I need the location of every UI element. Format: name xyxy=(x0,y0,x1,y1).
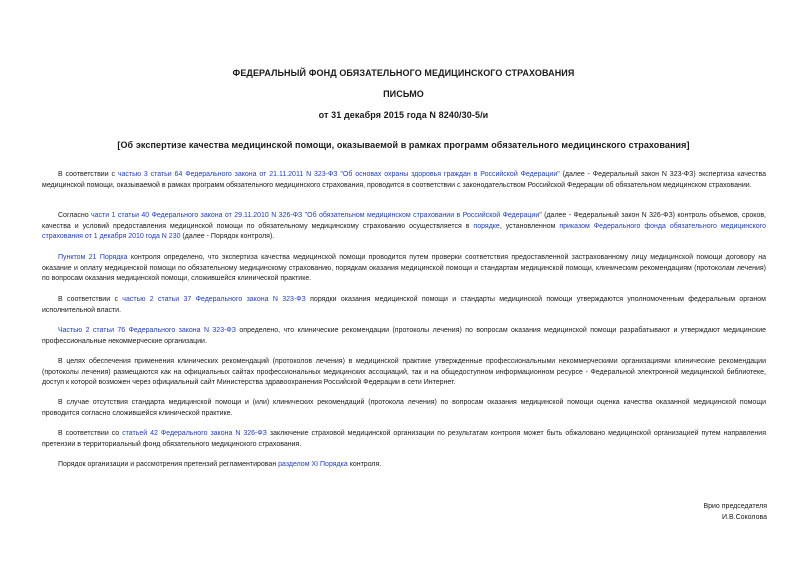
order-link[interactable]: порядке xyxy=(473,222,500,230)
order-link[interactable]: приказом Федерального фонда обязательного медицинского страхования от 1 декабря 2010 года N 230 xyxy=(42,222,766,240)
law-link[interactable]: частью 2 статьи 37 Федерального закона N 323-ФЗ xyxy=(122,296,306,303)
text: (далее - Федеральный закон N 326-ФЗ) контроль объемов, сроков, качества и условий предоставления медицинской помощи по обязательному медицинскому страхованию осуществляется в xyxy=(42,212,766,230)
text: В соответствии с xyxy=(58,296,123,303)
paragraph-6 xyxy=(42,357,766,389)
org-title: ФЕДЕРАЛЬНЫЙ ФОНД ОБЯЗАТЕЛЬНОГО МЕДИЦИНСКОГО СТРАХОВАНИЯ xyxy=(232,68,575,78)
signatory-position: Врио председателя xyxy=(703,503,767,510)
text: контроля определено, что экспертиза качества медицинской помощи проводится путем проверки соответствия предоставленной застрахованному лицу медицинской помощи договору на оказание и оплату медицинской помощи по обязательному медицинскому страхованию, порядкам оказания медицинской помощи и стандартам медицинской помощи, клиническим рекомендациям (протоколам лечения) по вопросам оказания медицинской помощи, сложившейся клинической практике. xyxy=(42,254,766,282)
paragraph-1 xyxy=(42,170,766,191)
paragraph-5 xyxy=(42,326,766,347)
text: В случае отсутствия стандарта медицинской помощи и (или) клинических рекомендаций (протокола лечения) по вопросам оказания медицинской помощи оценка качества оказанной медицинской помощи проводится согласно сложившейся клинической практике. xyxy=(42,399,766,417)
paragraph-3 xyxy=(42,253,766,285)
signature-block xyxy=(703,502,767,523)
law-link[interactable]: статьей 42 Федерального закона N 326-ФЗ xyxy=(122,430,267,437)
law-link[interactable]: части 1 статьи 40 Федерального закона от 29.11.2010 N 326-ФЗ "Об обязательном медицинском страховании в Российской Федерации" xyxy=(91,212,542,219)
paragraph-8 xyxy=(42,429,766,450)
law-link[interactable]: частью 3 статьи 64 Федерального закона от 21.11.2011 N 323-ФЗ "Об основах охраны здоровья граждан в Российской Федерации" xyxy=(117,171,560,178)
text: В соответствии с xyxy=(58,171,118,178)
text: определено, что клинические рекомендации (протоколы лечения) по вопросам оказания медицинской помощи разрабатывают и утверждают медицинские профессиональные некоммерческие организации. xyxy=(42,327,767,345)
text: (далее - Порядок контроля). xyxy=(180,233,275,240)
paragraph-9 xyxy=(42,460,766,471)
text: заключение страховой медицинской организации по результатам контроля может быть обжаловано медицинской организацией путем направления претензии в территориальный фонд обязательного медицинского страхования. xyxy=(42,430,766,448)
law-link[interactable]: Частью 2 статьи 76 Федерального закона N 323-ФЗ xyxy=(58,327,236,334)
paragraph-7 xyxy=(42,398,766,419)
text: , установленном xyxy=(499,222,560,230)
text: Согласно xyxy=(58,212,91,219)
text: Порядок организации и рассмотрения претензий регламентирован xyxy=(58,461,279,468)
doc-type: ПИСЬМО xyxy=(383,89,424,99)
signatory-name: И.В.Соколова xyxy=(721,513,767,521)
section-link[interactable]: разделом XI Порядка xyxy=(278,461,348,468)
text: порядки оказания медицинской помощи и стандарты медицинской помощи утверждаются уполномоченным федеральным органом исполнительной власти. xyxy=(42,296,766,314)
paragraph-4 xyxy=(42,295,766,316)
text: контроля. xyxy=(347,461,382,468)
clause-link[interactable]: Пунктом 21 Порядка xyxy=(58,254,128,261)
text: В соответствии со xyxy=(58,430,123,437)
doc-date-number: от 31 декабря 2015 года N 8240/30-5/и xyxy=(318,110,489,120)
paragraph-2 xyxy=(42,211,766,243)
doc-subject: [Об экспертизе качества медицинской помощи, оказываемой в рамках программ обязательного медицинского страхования] xyxy=(117,140,690,150)
text: В целях обеспечения применения клинических рекомендаций (протоколов лечения) в медицинской практике утвержденные профессиональными некоммерческими организациями клинические рекомендации (протоколы лечения) размещаются как на официальных сайтах профессиональных медицинских ассоциаций, так и на общедоступном информационном ресурсе - Федеральной электронной медицинской библиотеке, доступ к которой возможен через официальный сайт Министерства здравоохранения Российской Федерации в сети Интернет. xyxy=(42,358,766,386)
text: (далее - Федеральный закон N 323-ФЗ) экспертиза качества медицинской помощи, оказываемой в рамках программ обязательного медицинского страхования, проводится в соответствии с законодательством Российской Федерации об обязательном медицинском страховании. xyxy=(42,171,766,189)
